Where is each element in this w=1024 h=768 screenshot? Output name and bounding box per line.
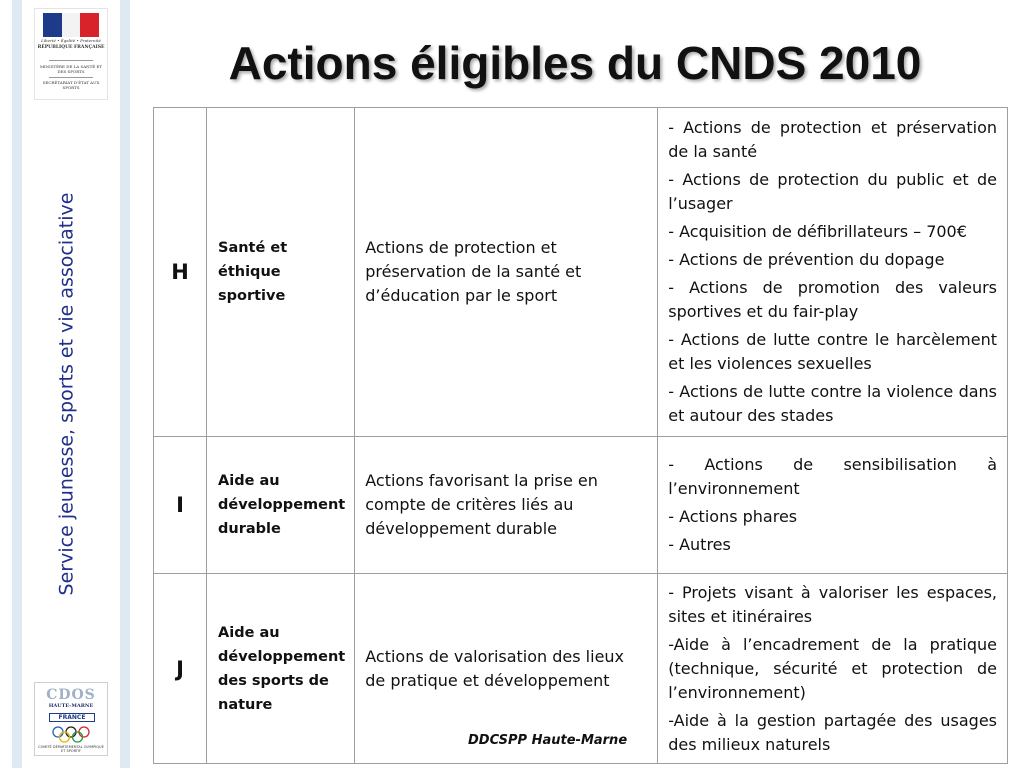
row-category: Santé et éthique sportive: [207, 108, 355, 437]
row-category: Aide au développement durable: [207, 437, 355, 574]
page-title: Actions éligibles du CNDS 2010: [228, 37, 922, 89]
sidebar-stripe: [120, 0, 130, 768]
list-item: - Actions de protection du public et de l’usager: [668, 170, 997, 213]
sidebar-vertical-label: [46, 152, 86, 636]
sidebar-stripe: [12, 0, 22, 768]
cdos-region: HAUTE-MARNE: [48, 703, 94, 709]
table-row: [154, 437, 1008, 574]
logo-ministry: MINISTÈRE DE LA SANTÉ ET DES SPORTS: [39, 64, 103, 74]
logo-republic: RÉPUBLIQUE FRANÇAISE: [37, 45, 105, 50]
list-item: - Actions phares: [668, 507, 798, 526]
list-item: -Aide à l’encadrement de la pratique (technique, sécurité et protection de l’environnement): [668, 634, 997, 702]
row-description: Actions de valorisation des lieux de pratique et développement: [355, 574, 658, 764]
list-item: - Actions de promotion des valeurs sportives et du fair-play: [668, 278, 997, 321]
cdos-mark: CDOS: [46, 687, 96, 703]
row-action-list: [658, 437, 1008, 574]
cdos-country: FRANCE: [49, 713, 95, 722]
list-item: - Actions de prévention du dopage: [668, 250, 945, 269]
ministry-logo: [34, 8, 108, 100]
cdos-name: COMITÉ DÉPARTEMENTAL OLYMPIQUE ET SPORTIF: [38, 745, 104, 753]
list-item: - Acquisition de défibrillateurs – 700€: [668, 222, 967, 241]
row-letter: J: [154, 574, 207, 764]
logo-motto: Liberté • Égalité • Fraternité: [41, 38, 101, 43]
list-item: - Actions de lutte contre le harcèlement et les violences sexuelles: [668, 330, 997, 373]
row-action-list: [658, 574, 1008, 764]
row-description: Actions de protection et préservation de la santé et d’éducation par le sport: [355, 108, 658, 437]
footer-label: DDCSPP Haute-Marne: [468, 733, 628, 748]
row-description: Actions favorisant la prise en compte de critères liés au développement durable: [355, 437, 658, 574]
list-item: - Actions de sensibilisation à l’environnement: [668, 455, 997, 498]
row-letter: I: [154, 437, 207, 574]
list-item: - Actions de protection et préservation de la santé: [668, 118, 997, 161]
flag-icon: [43, 13, 99, 37]
list-item: - Projets visant à valoriser les espaces, sites et itinéraires: [668, 582, 997, 626]
list-item: - Autres: [668, 535, 731, 554]
row-category: Aide au développement des sports de nature: [207, 574, 355, 764]
cdos-logo: [34, 682, 108, 756]
logo-divider: [49, 60, 93, 61]
logo-secretariat: SECRÉTARIAT D'ÉTAT AUX SPORTS: [42, 80, 100, 90]
sidebar: [0, 0, 150, 768]
list-item: -Aide à la gestion partagée des usages des milieux naturels: [668, 710, 997, 754]
actions-table: [153, 107, 1008, 764]
list-item: - Actions de lutte contre la violence dans et autour des stades: [668, 382, 997, 425]
table-row: [154, 108, 1008, 437]
logo-divider: [49, 77, 93, 78]
service-name: Service jeunesse, sports et vie associative: [55, 192, 78, 596]
row-action-list: [658, 108, 1008, 437]
row-letter: H: [154, 108, 207, 437]
olympic-rings-icon: [51, 725, 91, 745]
